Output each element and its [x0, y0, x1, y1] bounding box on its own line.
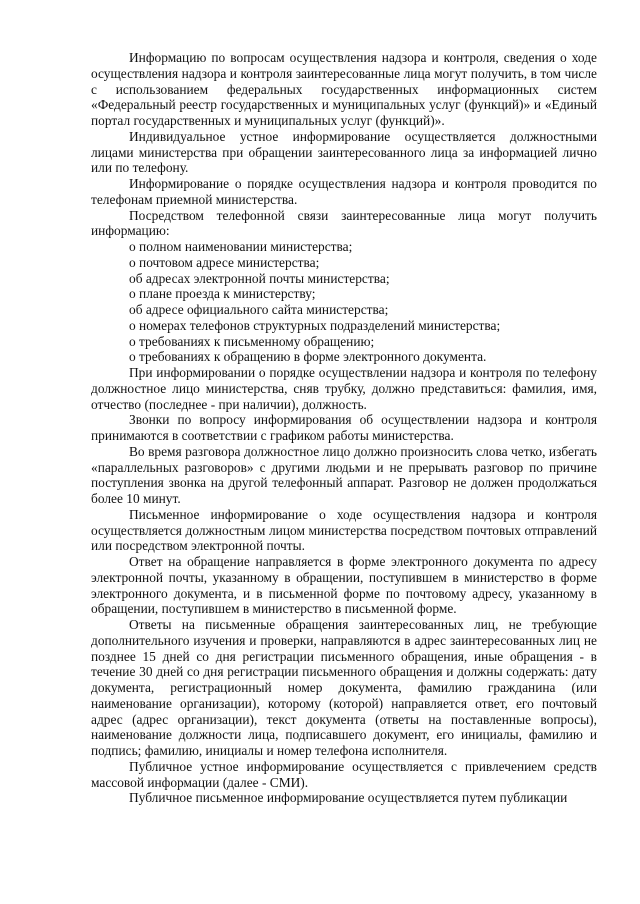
- list-item: о почтовом адресе министерства;: [129, 254, 320, 270]
- paragraph-info-sources: Информацию по вопросам осуществления надзора и контроля, сведения о ходе осуществления надзора и контроля заинтересованные лица могут получить, в том числе с использованием федеральных государственных информационных систем «Федеральный реестр государственных и муниципальных услуг (функций)» и «Единый портал государственных и муниципальных услуг (функций)».: [91, 50, 597, 128]
- paragraph-call-schedule: Звонки по вопросу информирования об осуществлении надзора и контроля принимаются в соответствии с графиком работы министерства.: [91, 412, 597, 443]
- paragraph-public-written: Публичное письменное информирование осуществляется путем публикации: [129, 790, 568, 806]
- list-item: о требованиях к письменному обращению;: [129, 333, 375, 349]
- paragraph-call-conduct: Во время разговора должностное лицо должно произносить слова четко, избегать «параллельных разговоров» с другими людьми и не прерывать разговор по причине поступления звонка на другой телефонный аппарат. Разговор не должен продолжаться более 10 минут.: [91, 443, 597, 506]
- paragraph-public-oral: Публичное устное информирование осуществляется с привлечением средств массовой информации (далее - СМИ).: [91, 758, 597, 790]
- paragraph-individual-oral: Индивидуальное устное информирование осуществляется должностными лицами министерства при обращении заинтересованного лица за информацией лично или по телефону.: [91, 128, 597, 176]
- paragraph-response-form: Ответ на обращение направляется в форме электронного документа по адресу электронной почты, указанному в обращении, поступившем в министерство в форме электронного документа, и в письменной форме по почтовому адресу, указанному в обращении, поступившем в министерство в письменной форме.: [91, 554, 597, 617]
- list-item: о требованиях к обращению в форме электронного документа.: [129, 349, 487, 365]
- list-item: об адресах электронной почты министерства;: [129, 270, 390, 286]
- list-item: о номерах телефонов структурных подразделений министерства;: [129, 317, 501, 333]
- list-item: об адресе официального сайта министерства;: [129, 302, 389, 317]
- paragraph-written-info: Письменное информирование о ходе осуществления надзора и контроля осуществляется должностным лицом министерства посредством почтовых отправлений или посредством электронной почты.: [91, 506, 597, 554]
- paragraph-phone-greeting: При информировании о порядке осуществлении надзора и контроля по телефону должностное лицо министерства, сняв трубку, должно представиться: фамилия, имя, отчество (последнее - при наличии), должность.: [91, 365, 597, 412]
- paragraph-phone-reception: Информирование о порядке осуществления надзора и контроля проводится по телефонам приемной министерства.: [91, 176, 597, 207]
- list-item: о плане проезда к министерству;: [129, 286, 316, 302]
- list-item: о полном наименовании министерства;: [129, 239, 353, 254]
- paragraph-phone-info-intro: Посредством телефонной связи заинтересованные лица могут получить информацию:: [91, 207, 597, 239]
- document-body: [91, 50, 597, 806]
- paragraph-response-terms: Ответы на письменные обращения заинтересованных лиц, не требующие дополнительного изучения и проверки, направляются в адрес заинтересованных лиц не позднее 15 дней со дня регистрации письменного обращения, иные обращения - в течение 30 дней со дня регистрации письменного обращения и должны содержать: дату документа, регистрационный номер документа, фамилию гражданина (или наименование организации), которому (которой) направляется ответ, его почтовый адрес (адрес организации), текст документа (ответы на поставленные вопросы), наименование должности лица, подписавшего документ, его инициалы, фамилию и подпись; фамилию, инициалы и номер телефона исполнителя.: [91, 617, 597, 758]
